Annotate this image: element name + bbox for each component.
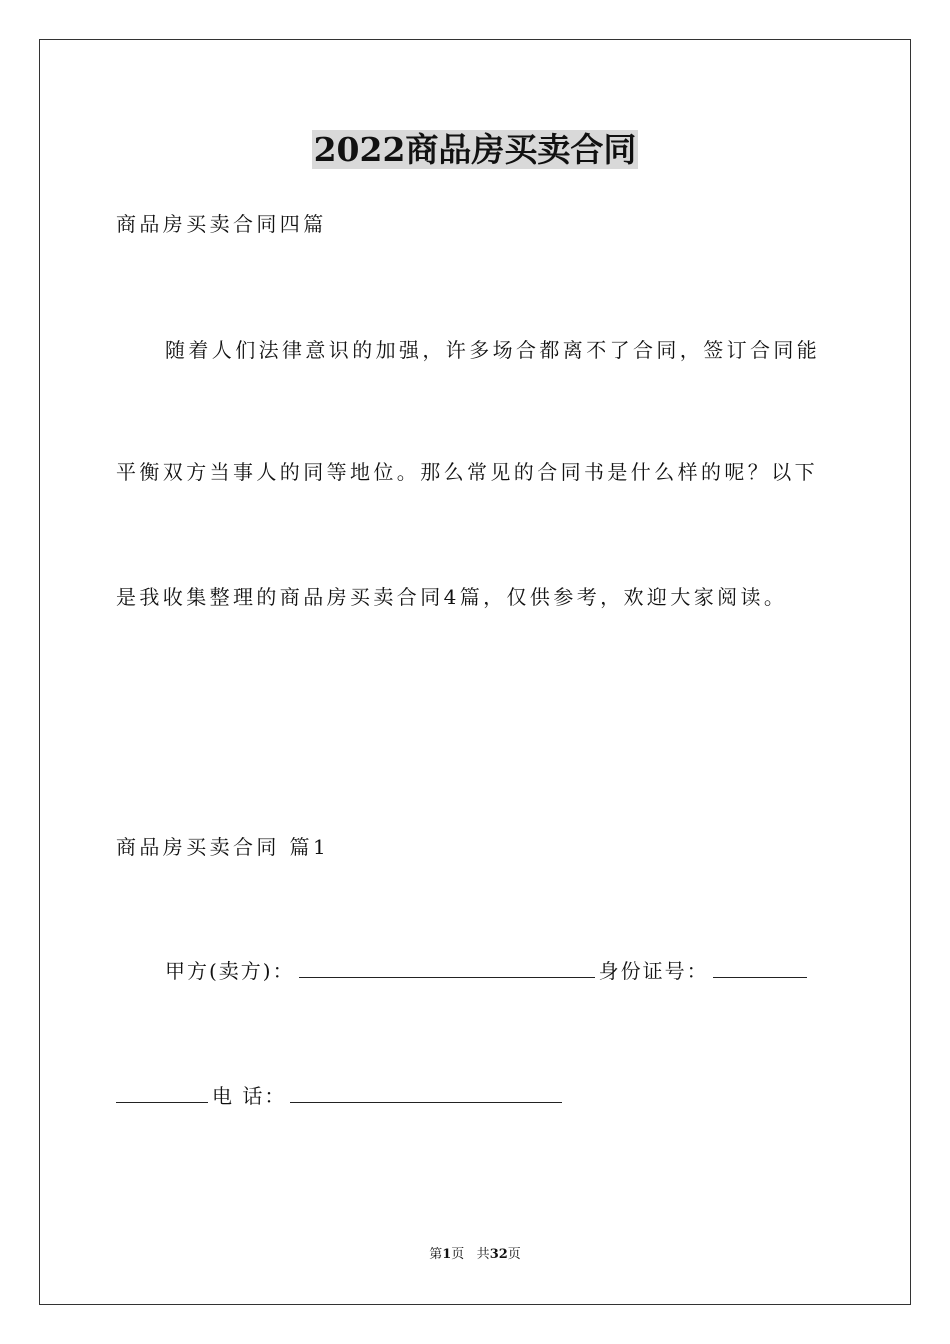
id-blank — [713, 959, 807, 978]
document-title — [0, 128, 950, 172]
section-heading: 商品房买卖合同 篇1 — [116, 835, 330, 859]
id-blank-continued — [116, 1084, 208, 1103]
footer-page-suffix: 页 — [451, 1247, 465, 1262]
party-a-row — [165, 956, 807, 986]
footer-total-prefix: 共 — [476, 1247, 490, 1262]
phone-row — [116, 1081, 566, 1111]
intro-line-2: 平衡双方当事人的同等地位。那么常见的合同书是什么样的呢？以下 — [116, 460, 818, 484]
document-subtitle: 商品房买卖合同四篇 — [116, 212, 327, 236]
footer-prefix: 第 — [429, 1247, 443, 1262]
page-footer — [0, 1246, 950, 1264]
id-label: 身份证号： — [598, 959, 709, 983]
footer-page-number: 1 — [442, 1247, 452, 1262]
phone-blank — [290, 1084, 562, 1103]
party-a-label: 甲方(卖方)： — [165, 959, 295, 983]
intro-line-1: 随着人们法律意识的加强，许多场合都离不了合同，签订合同能 — [165, 338, 821, 362]
document-title-text: 2022商品房买卖合同 — [313, 130, 637, 169]
footer-total-pages: 32 — [489, 1247, 508, 1262]
party-a-blank — [299, 959, 595, 978]
intro-line-3: 是我收集整理的商品房买卖合同4篇，仅供参考，欢迎大家阅读。 — [116, 585, 788, 609]
phone-label: 电 话： — [212, 1084, 287, 1108]
footer-total-suffix: 页 — [507, 1247, 521, 1262]
